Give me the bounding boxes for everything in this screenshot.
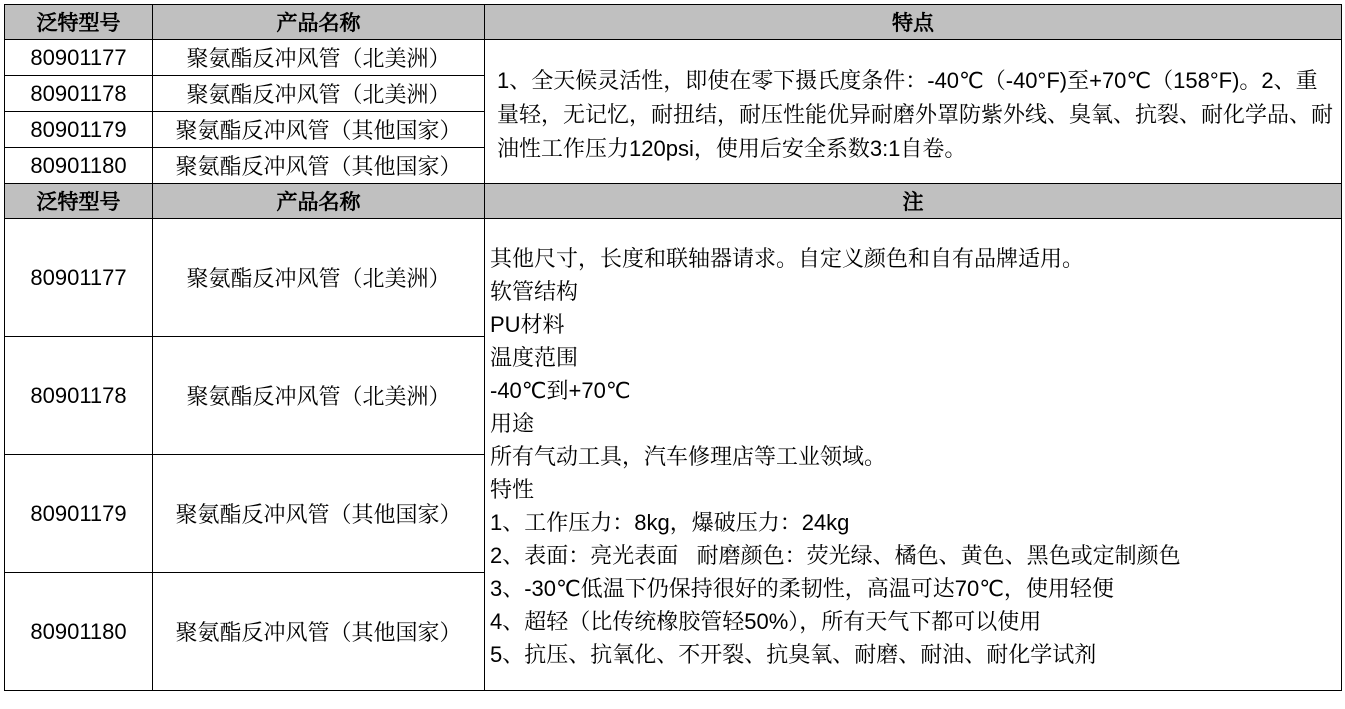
product-name-cell: 聚氨酯反冲风管（其他国家）	[153, 148, 485, 184]
note-line: 其他尺寸，长度和联轴器请求。自定义颜色和自有品牌适用。	[490, 246, 1085, 271]
features-cell: 1、全天候灵活性，即使在零下摄氏度条件：-40℃（-40°F)至+70℃（158°F)。2、重量轻，无记忆，耐扭结，耐压性能优异耐磨外罩防紫外线、臭氧、抗裂、耐化学品、耐油性工作压力120psi，使用后安全系数3:1自卷。	[485, 40, 1342, 184]
header-features: 特点	[485, 5, 1342, 40]
note-line: 2、表面：亮光表面 耐磨颜色：荧光绿、橘色、黄色、黑色或定制颜色	[490, 543, 1181, 568]
product-name-cell: 聚氨酯反冲风管（北美洲）	[153, 40, 485, 76]
note-line: PU材料	[490, 312, 565, 337]
model-cell: 80901177	[5, 40, 153, 76]
note-line: 软管结构	[490, 279, 579, 304]
model-cell: 80901180	[5, 573, 153, 691]
header-notes: 注	[485, 184, 1342, 219]
notes-header-row	[5, 184, 1342, 219]
note-line: 4、超轻（比传统橡胶管轻50%），所有天气下都可以使用	[490, 609, 1042, 634]
note-line: 所有气动工具，汽车修理店等工业领域。	[490, 444, 887, 469]
features-header-row	[5, 5, 1342, 40]
product-name-cell: 聚氨酯反冲风管（北美洲）	[153, 76, 485, 112]
model-cell: 80901178	[5, 76, 153, 112]
product-name-cell: 聚氨酯反冲风管（其他国家）	[153, 455, 485, 573]
product-name-cell: 聚氨酯反冲风管（北美洲）	[153, 337, 485, 455]
header-model: 泛特型号	[5, 184, 153, 219]
header-model: 泛特型号	[5, 5, 153, 40]
note-line: 3、-30℃低温下仍保持很好的柔韧性，高温可达70℃，使用轻便	[490, 576, 1114, 601]
product-name-cell: 聚氨酯反冲风管（北美洲）	[153, 219, 485, 337]
note-line: 特性	[490, 477, 535, 502]
product-name-cell: 聚氨酯反冲风管（其他国家）	[153, 112, 485, 148]
notes-cell	[485, 219, 1342, 691]
model-cell: 80901179	[5, 112, 153, 148]
product-spec-table	[4, 4, 1342, 691]
note-line: 1、工作压力：8kg，爆破压力：24kg	[490, 510, 850, 535]
header-product-name: 产品名称	[153, 5, 485, 40]
header-product-name: 产品名称	[153, 184, 485, 219]
note-line: 用途	[490, 411, 535, 436]
model-cell: 80901178	[5, 337, 153, 455]
model-cell: 80901177	[5, 219, 153, 337]
model-cell: 80901179	[5, 455, 153, 573]
table-row	[5, 219, 1342, 337]
table-row	[5, 40, 1342, 76]
note-line: 温度范围	[490, 345, 579, 370]
model-cell: 80901180	[5, 148, 153, 184]
product-name-cell: 聚氨酯反冲风管（其他国家）	[153, 573, 485, 691]
note-line: 5、抗压、抗氧化、不开裂、抗臭氧、耐磨、耐油、耐化学试剂	[490, 642, 1097, 667]
note-line: -40℃到+70℃	[490, 378, 631, 403]
